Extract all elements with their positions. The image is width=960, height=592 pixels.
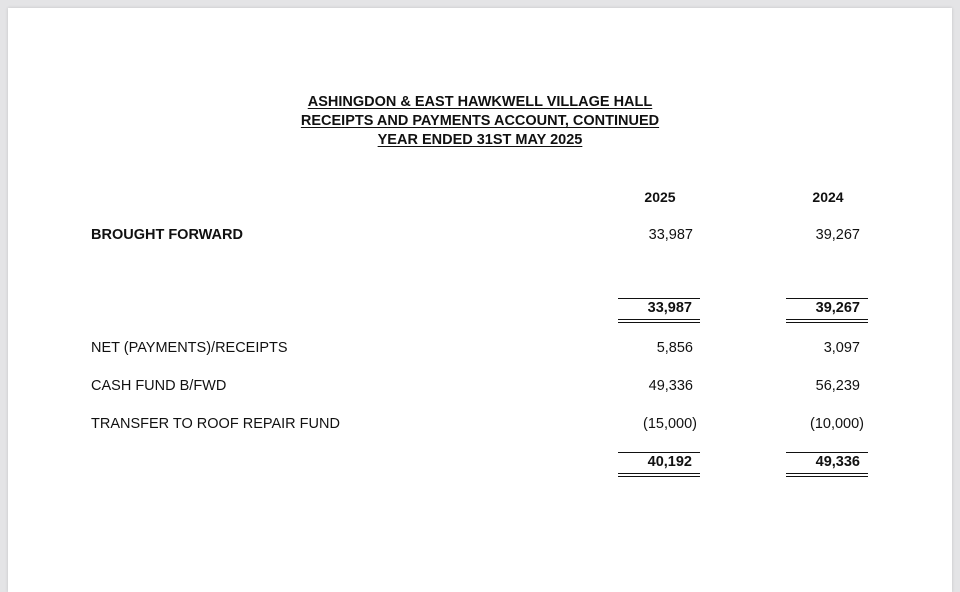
cash-fund-2024: 56,239 bbox=[815, 378, 860, 394]
report-title: ASHINGDON & EAST HAWKWELL VILLAGE HALL bbox=[307, 94, 653, 110]
total-2024: 49,336 bbox=[786, 452, 868, 472]
row-label-brought-forward: BROUGHT FORWARD bbox=[91, 227, 243, 243]
brought-forward-2025: 33,987 bbox=[648, 227, 693, 243]
report-period: YEAR ENDED 31ST MAY 2025 bbox=[377, 132, 583, 148]
row-label-net: NET (PAYMENTS)/RECEIPTS bbox=[91, 340, 288, 356]
row-label-cash-fund: CASH FUND B/FWD bbox=[91, 378, 227, 394]
brought-forward-2024: 39,267 bbox=[815, 227, 860, 243]
total-2025: 40,192 bbox=[618, 452, 700, 472]
cash-fund-2025: 49,336 bbox=[648, 378, 693, 394]
report-subtitle: RECEIPTS AND PAYMENTS ACCOUNT, CONTINUED bbox=[300, 113, 660, 129]
column-header-2024: 2024 bbox=[812, 189, 844, 205]
subtotal-2025: 33,987 bbox=[618, 298, 700, 318]
subtotal-2024: 39,267 bbox=[786, 298, 868, 318]
column-header-2025: 2025 bbox=[644, 189, 676, 205]
net-2024: 3,097 bbox=[823, 340, 860, 356]
transfer-2024: (10,000) bbox=[809, 416, 864, 432]
net-2025: 5,856 bbox=[656, 340, 693, 356]
row-label-transfer: TRANSFER TO ROOF REPAIR FUND bbox=[91, 416, 340, 432]
transfer-2025: (15,000) bbox=[642, 416, 697, 432]
